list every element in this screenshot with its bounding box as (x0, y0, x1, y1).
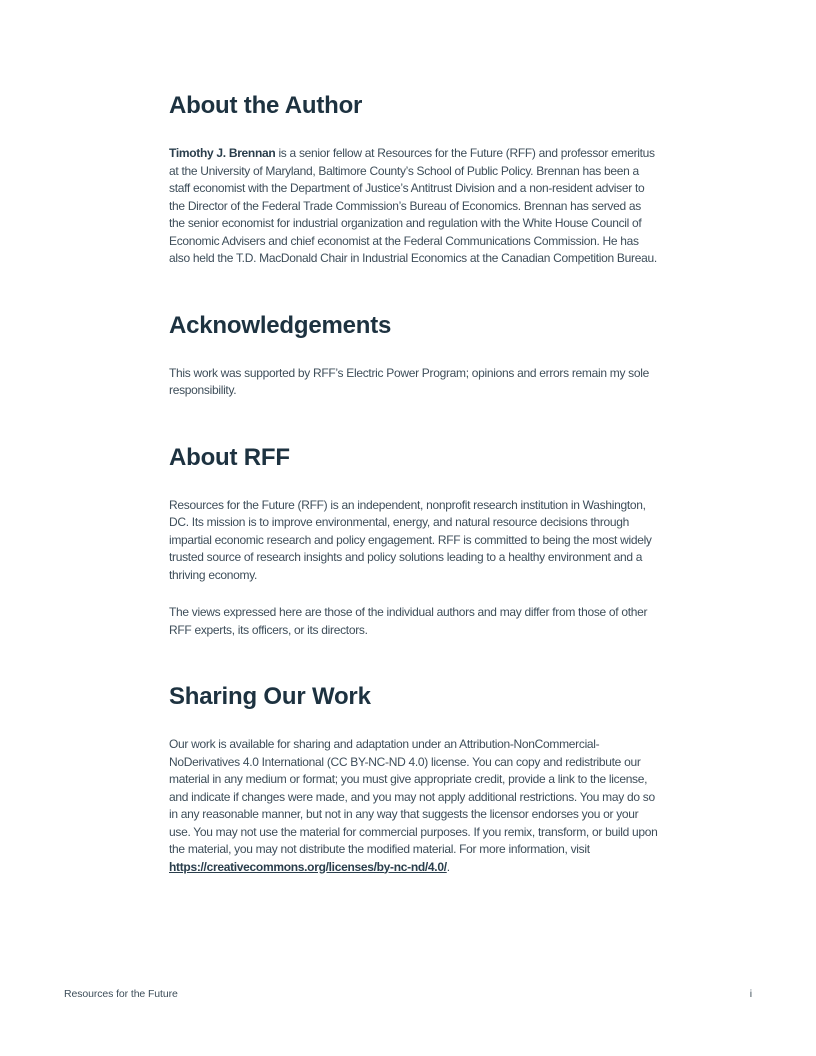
section-about-author (169, 92, 659, 268)
about-rff-paragraph-2: The views expressed here are those of the individual authors and may differ from those of other RFF experts, its officers, or its directors. (169, 605, 648, 637)
about-author-paragraph (169, 145, 659, 268)
page-content (169, 0, 659, 876)
about-rff-heading: About RFF (169, 443, 290, 471)
sharing-text-period: . (446, 859, 450, 874)
section-sharing-our-work (169, 683, 659, 876)
sharing-our-work-heading: Sharing Our Work (169, 683, 371, 710)
author-name: Timothy J. Brennan (169, 146, 276, 160)
about-author-text: is a senior fellow at Resources for the Future (RFF) and professor emeritus at the University of Maryland, Baltimore County’s School of Public Policy. Brennan has been a staff economist with the Department of Justice’s Antitrust Division and a non-resident adviser to the Director of the Federal Trade Commission’s Bureau of Economics. Brennan has served as the senior economist for industrial organization and regulation with the White House Council of Economic Advisers and chief economist at the Federal Communications Commission. He has also held the T.D. MacDonald Chair in Industrial Economics at the Canadian Competition Bureau. (169, 146, 657, 265)
sharing-text: Our work is available for sharing and adaptation under an Attribution-NonCommercial-NoDerivatives 4.0 International (CC BY-NC-ND 4.0) license. You can copy and redistribute our material in any medium or format; you must give appropriate credit, provide a link to the license, and indicate if changes were made, and you may not apply additional restrictions. You may do so in any reasonable manner, but not in any way that suggests the licensor endorses you or your use. You may not use the material for commercial purposes. If you remix, transform, or build upon the material, you may not distribute the modified material. For more information, visit (169, 737, 658, 856)
about-author-heading: About the Author (169, 92, 363, 119)
footer-organization: Resources for the Future (64, 988, 178, 1000)
about-rff-paragraph-1: Resources for the Future (RFF) is an independent, nonprofit research institution in Washington, DC. Its mission is to improve environmental, energy, and natural resource decisions through impartial economic research and policy engagement. RFF is committed to being the most widely trusted source of research insights and policy solutions leading to a healthy environment and a thriving economy. (169, 497, 652, 582)
acknowledgements-paragraph: This work was supported by RFF’s Electric Power Program; opinions and errors remain my sole responsibility. (169, 365, 649, 397)
acknowledgements-heading: Acknowledgements (169, 311, 392, 339)
sharing-our-work-paragraph (169, 736, 659, 876)
page-footer (64, 988, 752, 1001)
section-about-rff (169, 444, 659, 640)
section-acknowledgements (169, 312, 659, 400)
footer-page-number: i (749, 988, 752, 1000)
creative-commons-license-link[interactable]: https://creativecommons.org/licenses/by-nc-nd/4.0/ (169, 859, 447, 874)
